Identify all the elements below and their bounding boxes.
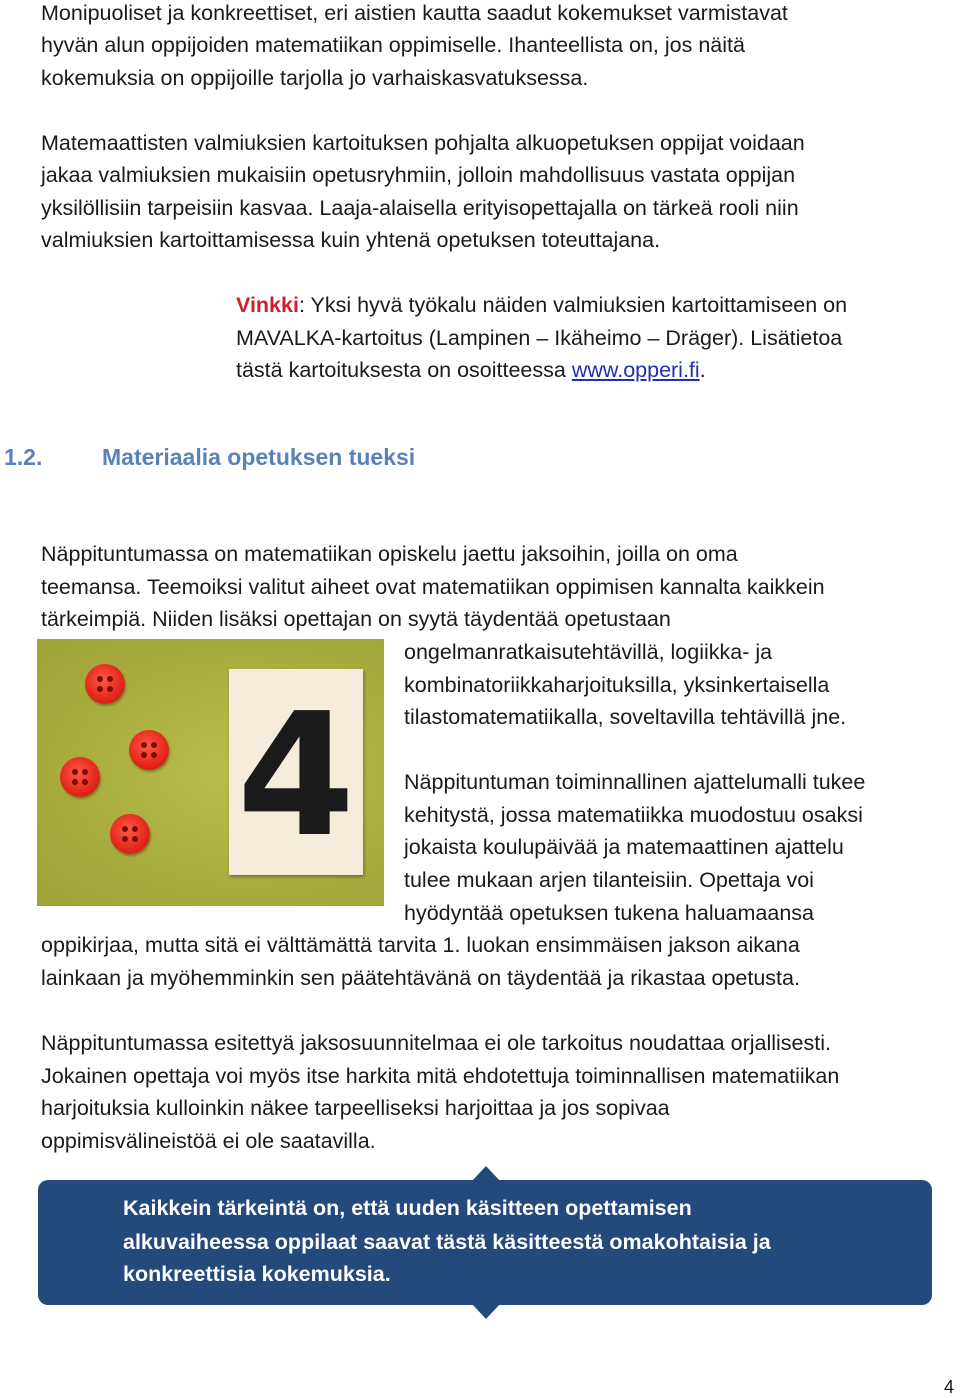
- number-card: [229, 669, 363, 875]
- red-button-icon: [129, 730, 169, 770]
- paragraph-4-line-4: tulee mukaan arjen tilanteisiin. Opettaja voi: [404, 868, 814, 892]
- buttons-and-number-card-photo: [37, 639, 384, 906]
- paragraph-5-line-2: Jokainen opettaja voi myös itse harkita mitä ehdotettuja toiminnallisen matematiikan: [41, 1064, 840, 1088]
- paragraph-2-line-2: jakaa valmiuksien mukaisiin opetusryhmiin, jolloin mahdollisuus vastata oppijan: [41, 163, 796, 187]
- card-number: 4: [236, 677, 356, 875]
- callout-line-2: alkuvaiheessa oppilaat saavat tästä käsitteestä omakohtaisia ja: [123, 1230, 771, 1254]
- paragraph-3-line-1: Näppituntumassa on matematiikan opiskelu jaettu jaksoihin, joilla on oma: [41, 542, 738, 566]
- paragraph-4-line-2: kehitystä, jossa matematiikka muodostuu osaksi: [404, 803, 863, 827]
- paragraph-1-line-1: Monipuoliset ja konkreettiset, eri aistien kautta saadut kokemukset varmistavat: [41, 1, 788, 25]
- tip-text-1: : Yksi hyvä työkalu näiden valmiuksien kartoittamiseen on: [298, 293, 848, 317]
- tip-text-3-suffix: .: [699, 358, 706, 382]
- red-button-icon: [110, 814, 150, 854]
- paragraph-2-line-3: yksilöllisiin tarpeisiin kasvaa. Laaja-alaisella erityisopettajalla on tärkeä rooli niin: [41, 196, 799, 220]
- tip-line-1: [236, 295, 847, 317]
- paragraph-2-line-1: Matemaattisten valmiuksien kartoituksen pohjalta alkuopetuksen oppijat voidaan: [41, 131, 805, 155]
- paragraph-3-line-6: tilastomatematiikalla, soveltavilla tehtävillä jne.: [404, 705, 847, 729]
- callout-line-1: Kaikkein tärkeintä on, että uuden käsitteen opettamisen: [123, 1196, 692, 1220]
- red-button-icon: [60, 757, 100, 797]
- callout-line-3: konkreettisia kokemuksia.: [123, 1262, 391, 1286]
- paragraph-5-line-3: harjoituksia kulloinkin näkee tarpeelliseksi harjoittaa ja jos sopivaa: [41, 1096, 670, 1120]
- paragraph-3-line-2: teemansa. Teemoiksi valitut aiheet ovat matematiikan oppimisen kannalta kaikkein: [41, 575, 825, 599]
- section-number: 1.2.: [4, 444, 43, 470]
- paragraph-4-line-6: oppikirjaa, mutta sitä ei välttämättä tarvita 1. luokan ensimmäisen jakson aikana: [41, 933, 800, 957]
- paragraph-1-line-3: kokemuksia on oppijoille tarjolla jo varhaiskasvatuksessa.: [41, 66, 589, 90]
- tip-label: Vinkki: [236, 293, 299, 317]
- page-number: 4: [944, 1377, 955, 1397]
- tip-text-3: tästä kartoituksesta on osoitteessa: [236, 358, 572, 382]
- paragraph-2-line-4: valmiuksien kartoittamisessa kuin yhtenä opetuksen toteuttajana.: [41, 228, 661, 252]
- red-button-icon: [85, 664, 125, 704]
- paragraph-3-line-4: ongelmanratkaisutehtävillä, logiikka- ja: [404, 640, 773, 664]
- callout-notch-top: [472, 1166, 500, 1181]
- paragraph-1-line-2: hyvän alun oppijoiden matematiikan oppimiselle. Ihanteellista on, jos näitä: [41, 33, 745, 57]
- section-title: Materiaalia opetuksen tueksi: [102, 444, 416, 470]
- opperi-link[interactable]: www.opperi.fi: [571, 358, 700, 382]
- tip-line-2: MAVALKA-kartoitus (Lampinen – Ikäheimo – Dräger). Lisätietoa: [236, 326, 843, 350]
- paragraph-5-line-1: Näppituntumassa esitettyä jaksosuunnitelmaa ei ole tarkoitus noudattaa orjallisesti.: [41, 1031, 831, 1055]
- paragraph-4-line-3: jokaista koulupäivää ja matemaattinen ajattelu: [404, 835, 844, 859]
- paragraph-4-line-1: Näppituntuman toiminnallinen ajattelumalli tukee: [404, 770, 866, 794]
- paragraph-4-line-5: hyödyntää opetuksen tukena haluamaansa: [404, 901, 815, 925]
- tip-line-3: [236, 360, 706, 382]
- paragraph-3-line-3: tärkeimpiä. Niiden lisäksi opettajan on syytä täydentää opetustaan: [41, 607, 671, 631]
- callout-notch-bottom: [472, 1304, 500, 1319]
- paragraph-3-line-5: kombinatoriikkaharjoituksilla, yksinkertaisella: [404, 673, 830, 697]
- paragraph-5-line-4: oppimisvälineistöä ei ole saatavilla.: [41, 1129, 376, 1153]
- paragraph-4-line-7: lainkaan ja myöhemminkin sen päätehtävänä on täydentää ja rikastaa opetusta.: [41, 966, 800, 990]
